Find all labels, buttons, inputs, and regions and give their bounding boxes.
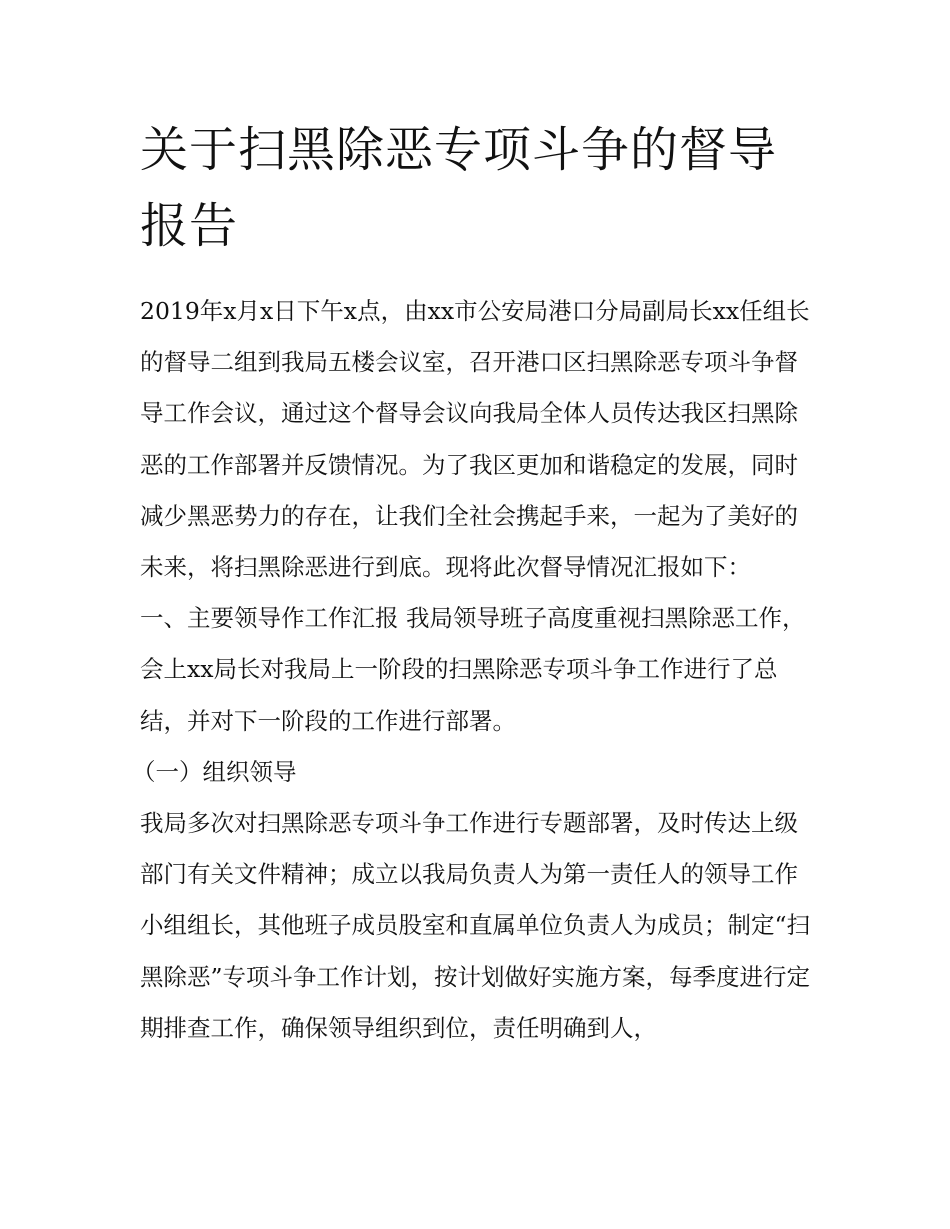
document-body xyxy=(132,286,812,1054)
subheading-organization: （一）组织领导 xyxy=(132,757,297,786)
paragraph-organization: 我局多次对扫黑除恶专项斗争工作进行专题部署，及时传达上级部门有关文件精神；成立以我局负责人为第一责任人的领导工作小组组长，其他班子成员股室和直属单位负责人为成员；制定“扫黑除恶”专项斗争工作计划，按计划做好实施方案，每季度进行定期排查工作，确保领导组织到位，责任明确到人， xyxy=(140,809,811,1042)
document-content xyxy=(132,112,812,1054)
paragraph-intro: 2019年x月x日下午x点，由xx市公安局港口分局副局长xx任组长的督导二组到我局五楼会议室，召开港口区扫黑除恶专项斗争督导工作会议，通过这个督导会议向我局全体人员传达我区扫黑除恶的工作部署并反馈情况。为了我区更加和谐稳定的发展，同时减少黑恶势力的存在，让我们全社会携起手来，一起为了美好的未来，将扫黑除恶进行到底。现将此次督导情况汇报如下： xyxy=(140,297,810,582)
paragraph-section-one: 一、主要领导作工作汇报 我局领导班子高度重视扫黑除恶工作，会上xx局长对我局上一阶段的扫黑除恶专项斗争工作进行了总结，并对下一阶段的工作进行部署。 xyxy=(140,604,806,735)
document-title: 关于扫黑除恶专项斗争的督导报告 xyxy=(140,122,778,254)
